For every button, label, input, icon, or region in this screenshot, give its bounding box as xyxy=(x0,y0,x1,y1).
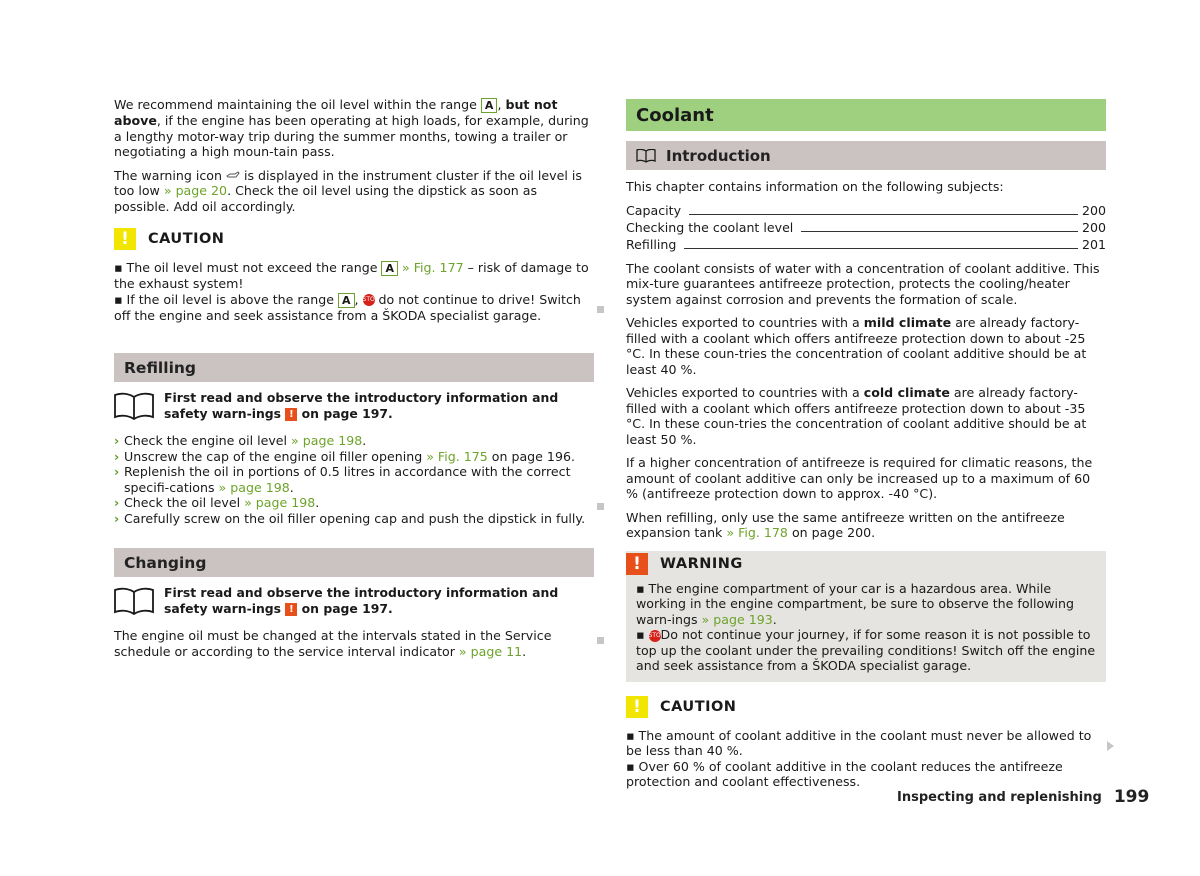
left-column xyxy=(114,97,594,667)
page-11-link[interactable]: » page 11 xyxy=(458,643,523,659)
caution-heading: ! CAUTION xyxy=(626,696,1106,718)
step-arrow-icon: › xyxy=(114,495,120,510)
page-20-link[interactable]: » page 20 xyxy=(163,183,228,198)
page-193-link[interactable]: » page 193 xyxy=(701,611,773,627)
step-arrow-icon: › xyxy=(114,510,120,526)
caution-bullet: ▪ If the oil level is above the range A , STOP do not continue to drive! Switch off the engine and seek assistance from a ŠKODA specialist garage. xyxy=(114,291,581,323)
page-footer xyxy=(897,787,1149,807)
refilling-section-title: Refilling xyxy=(114,353,594,382)
caution-bullet: ▪ The amount of coolant additive in the coolant must never be allowed to be less than 40 %. xyxy=(626,727,1092,758)
changing-section-title: Changing xyxy=(114,548,594,577)
section-end-mark xyxy=(597,503,604,510)
coolant-paragraph: The coolant consists of water with a concentration of coolant additive. This mix-ture guarantees antifreeze protection, protects the cooling/heater system against corrosion and prevents the formation of scale. xyxy=(626,260,1100,307)
step-link[interactable]: » page 198 xyxy=(244,495,316,510)
stop-icon: STOP xyxy=(649,630,661,642)
table-of-contents xyxy=(626,203,1106,253)
step-arrow-icon: › xyxy=(114,464,120,479)
range-a-box: A xyxy=(381,261,398,276)
warning-icon: ! xyxy=(626,553,648,575)
oil-level-paragraph: We recommend maintaining the oil level within the range A , but not above, if the engine has been operating at high loads, for example, during a lengthy motor-way trip during the summer months, towing a trailer or negotiating a high moun-tain pass. xyxy=(114,97,589,159)
warning-box xyxy=(626,551,1106,682)
toc-label: Refilling xyxy=(626,236,677,252)
refilling-step: › Replenish the oil in portions of 0.5 litres in accordance with the correct specifi-cations » page 198. xyxy=(114,464,571,495)
caution-icon: ! xyxy=(114,228,136,250)
step-link[interactable]: » page 198 xyxy=(291,433,363,448)
toc-label: Capacity xyxy=(626,202,682,218)
step-link[interactable]: » Fig. 175 xyxy=(426,448,488,464)
warning-heading: ! WARNING xyxy=(626,551,1096,577)
fig-178-link[interactable]: » Fig. 178 xyxy=(726,525,788,540)
step-arrow-icon: › xyxy=(114,433,120,448)
toc-intro: This chapter contains information on the following subjects: xyxy=(626,179,1004,194)
toc-leader xyxy=(684,248,1078,249)
warning-icon-paragraph: The warning icon is displayed in the instrument cluster if the oil level is too low » page 20. Check the oil level using the dipstick as soon as possible. Add oil accordingly. xyxy=(114,167,582,214)
chapter-name: Inspecting and replenishing xyxy=(897,789,1102,805)
toc-page: 200 xyxy=(1081,202,1106,218)
continue-arrow-icon xyxy=(1107,741,1114,751)
toc-page: 200 xyxy=(1081,219,1106,235)
toc-leader xyxy=(689,214,1078,215)
range-a-box: A xyxy=(481,98,498,113)
refilling-step: › Carefully screw on the oil filler opening cap and push the dipstick in fully. xyxy=(114,510,586,526)
mild-climate-paragraph: Vehicles exported to countries with a mild climate are already factory-filled with a coolant which offers antifreeze protection down to about -25 °C. In these coun-tries the concentration of coolant additive should be at least 40 %. xyxy=(626,315,1087,377)
higher-concentration-paragraph: If a higher concentration of antifreeze is required for climatic reasons, the amount of coolant additive can only be increased up to a maximum of 60 % (antifreeze protection down to approx. -40 °C). xyxy=(626,455,1093,501)
coolant-chapter-title: Coolant xyxy=(626,99,1106,131)
range-a-box: A xyxy=(338,293,355,308)
toc-entry[interactable] xyxy=(626,237,1106,253)
cold-climate-paragraph: Vehicles exported to countries with a cold climate are already factory-filled with a coolant which offers antifreeze protection down to about -35 °C. In these coun-tries the concentration of coolant additive should be at least 50 %. xyxy=(626,385,1087,447)
warning-icon: ! xyxy=(285,408,297,421)
caution-heading: ! CAUTION xyxy=(114,228,594,250)
refilling-steps xyxy=(114,433,594,526)
step-arrow-icon: › xyxy=(114,448,120,464)
toc-entry[interactable] xyxy=(626,220,1106,236)
toc-page: 201 xyxy=(1081,236,1106,252)
caution-bullet: ▪ Over 60 % of coolant additive in the coolant reduces the antifreeze protection and coolant effectiveness. xyxy=(626,758,1063,789)
introduction-section-title: Introduction xyxy=(626,141,1106,170)
book-icon xyxy=(114,392,154,420)
book-icon xyxy=(636,149,656,163)
fig-177-link[interactable]: » Fig. 177 xyxy=(402,260,464,275)
page-number: 199 xyxy=(1113,787,1150,807)
step-link[interactable]: » page 198 xyxy=(218,479,290,495)
section-end-mark xyxy=(597,637,604,644)
warning-bullet: ▪ STOPDo not continue your journey, if for some reason it is not possible to top up the coolant under the prevailing conditions! Switch off the engine and seek assistance from a ŠKODA specialist garage. xyxy=(636,627,1096,673)
refilling-step: › Check the engine oil level » page 198. xyxy=(114,433,367,448)
refilling-step: › Check the oil level » page 198. xyxy=(114,495,320,510)
stop-icon: STOP xyxy=(363,294,375,306)
warning-icon: ! xyxy=(285,603,297,616)
warning-bullet: ▪ The engine compartment of your car is a hazardous area. While working in the engine compartment, be sure to observe the following warn-ings » page 193. xyxy=(636,580,1074,627)
read-first-note: First read and observe the introductory information and safety warn-ings ! on page 197. xyxy=(114,585,594,616)
section-end-mark xyxy=(597,306,604,313)
caution-bullet: ▪ The oil level must not exceed the range A » Fig. 177 – risk of damage to the exhaust system! xyxy=(114,260,589,291)
toc-leader xyxy=(801,231,1078,232)
toc-label: Checking the coolant level xyxy=(626,219,794,235)
toc-entry[interactable] xyxy=(626,203,1106,219)
right-column xyxy=(626,99,1106,790)
changing-paragraph: The engine oil must be changed at the intervals stated in the Service schedule or according to the service interval indicator » page 11. xyxy=(114,628,552,659)
oil-can-icon xyxy=(226,168,240,183)
refilling-step: › Unscrew the cap of the engine oil filler opening » Fig. 175 on page 196. xyxy=(114,448,575,464)
caution-icon: ! xyxy=(626,696,648,718)
refilling-paragraph: When refilling, only use the same antifreeze written on the antifreeze expansion tank » Fig. 178 on page 200. xyxy=(626,509,1065,540)
read-first-note: First read and observe the introductory information and safety warn-ings ! on page 197. xyxy=(114,390,594,421)
book-icon xyxy=(114,587,154,615)
